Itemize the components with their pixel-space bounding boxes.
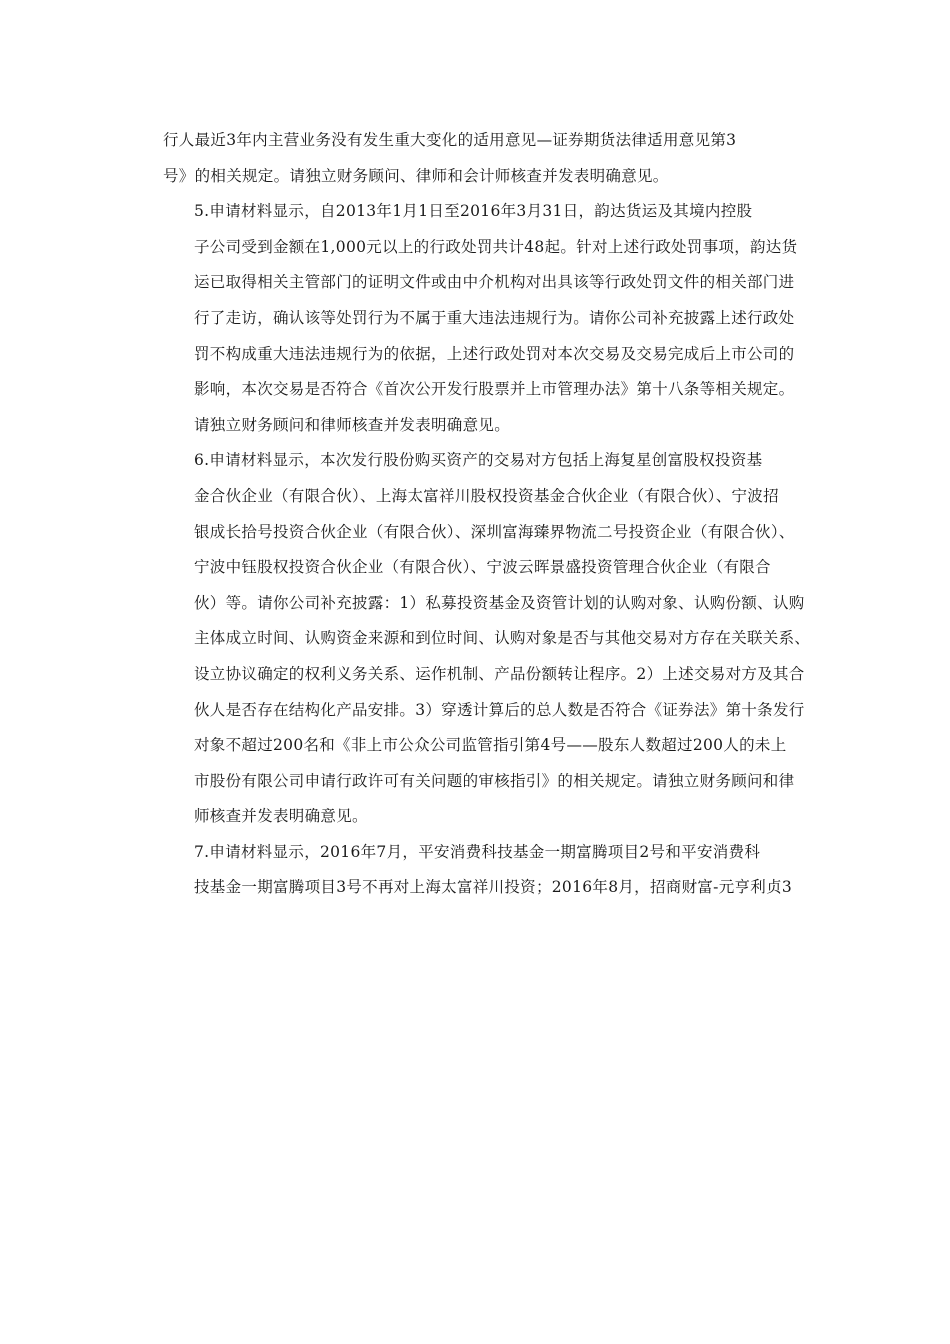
text-line: 银成长拾号投资合伙企业（有限合伙）、深圳富海臻界物流二号投资企业（有限合伙）、 (194, 522, 795, 541)
text-line: 子公司受到金额在1,000元以上的行政处罚共计48起。针对上述行政处罚事项，韵达货 (194, 237, 798, 256)
paragraph-p6 (163, 443, 811, 835)
text-line: 5.申请材料显示，自2013年1月1日至2016年3月31日，韵达货运及其境内控股 (194, 202, 753, 221)
text-line: 行了走访，确认该等处罚行为不属于重大违法违规行为。请你公司补充披露上述行政处 (194, 308, 795, 327)
text-line: 设立协议确定的权利义务关系、运作机制、产品份额转让程序。2）上述交易对方及其合 (194, 664, 805, 683)
text-line: 影响，本次交易是否符合《首次公开发行股票并上市管理办法》第十八条等相关规定。 (194, 380, 795, 399)
text-line: 主体成立时间、认购资金来源和到位时间、认购对象是否与其他交易对方存在关联关系、 (194, 629, 811, 648)
text-line: 罚不构成重大违法违规行为的依据，上述行政处罚对本次交易及交易完成后上市公司的 (194, 344, 795, 363)
text-line: 号》的相关规定。请独立财务顾问、律师和会计师核查并发表明确意见。 (163, 166, 669, 185)
text-line: 运已取得相关主管部门的证明文件或由中介机构对出具该等行政处罚文件的相关部门进 (194, 273, 795, 292)
paragraph-p7 (163, 835, 803, 906)
document-body (163, 123, 811, 906)
text-line: 金合伙企业（有限合伙）、上海太富祥川股权投资基金合伙企业（有限合伙）、宁波招 (194, 486, 779, 505)
text-line: 7.申请材料显示，2016年7月，平安消费科技基金一期富腾项目2号和平安消费科 (194, 842, 761, 861)
text-line: 宁波中钰股权投资合伙企业（有限合伙）、宁波云晖景盛投资管理合伙企业（有限合 (194, 558, 771, 577)
text-line: 行人最近3年内主营业务没有发生重大变化的适用意见—证券期货法律适用意见第3 (163, 131, 737, 149)
text-line: 请独立财务顾问和律师核查并发表明确意见。 (194, 415, 511, 434)
text-line: 伙）等。请你公司补充披露：1）私募投资基金及资管计划的认购对象、认购份额、认购 (194, 593, 805, 612)
text-line: 6.申请材料显示，本次发行股份购买资产的交易对方包括上海复星创富股权投资基 (194, 451, 763, 470)
text-line: 伙人是否存在结构化产品安排。3）穿透计算后的总人数是否符合《证券法》第十条发行 (194, 700, 805, 719)
text-line: 技基金一期富腾项目3号不再对上海太富祥川投资；2016年8月，招商财富-元亨利贞3 (194, 878, 793, 897)
text-line: 市股份有限公司申请行政许可有关问题的审核指引》的相关规定。请独立财务顾问和律 (194, 771, 795, 790)
paragraph-p-cont (163, 123, 803, 194)
text-line: 对象不超过200名和《非上市公众公司监管指引第4号——股东人数超过200人的未上 (194, 736, 787, 755)
text-line: 师核查并发表明确意见。 (194, 807, 368, 826)
paragraph-p5 (163, 194, 803, 443)
